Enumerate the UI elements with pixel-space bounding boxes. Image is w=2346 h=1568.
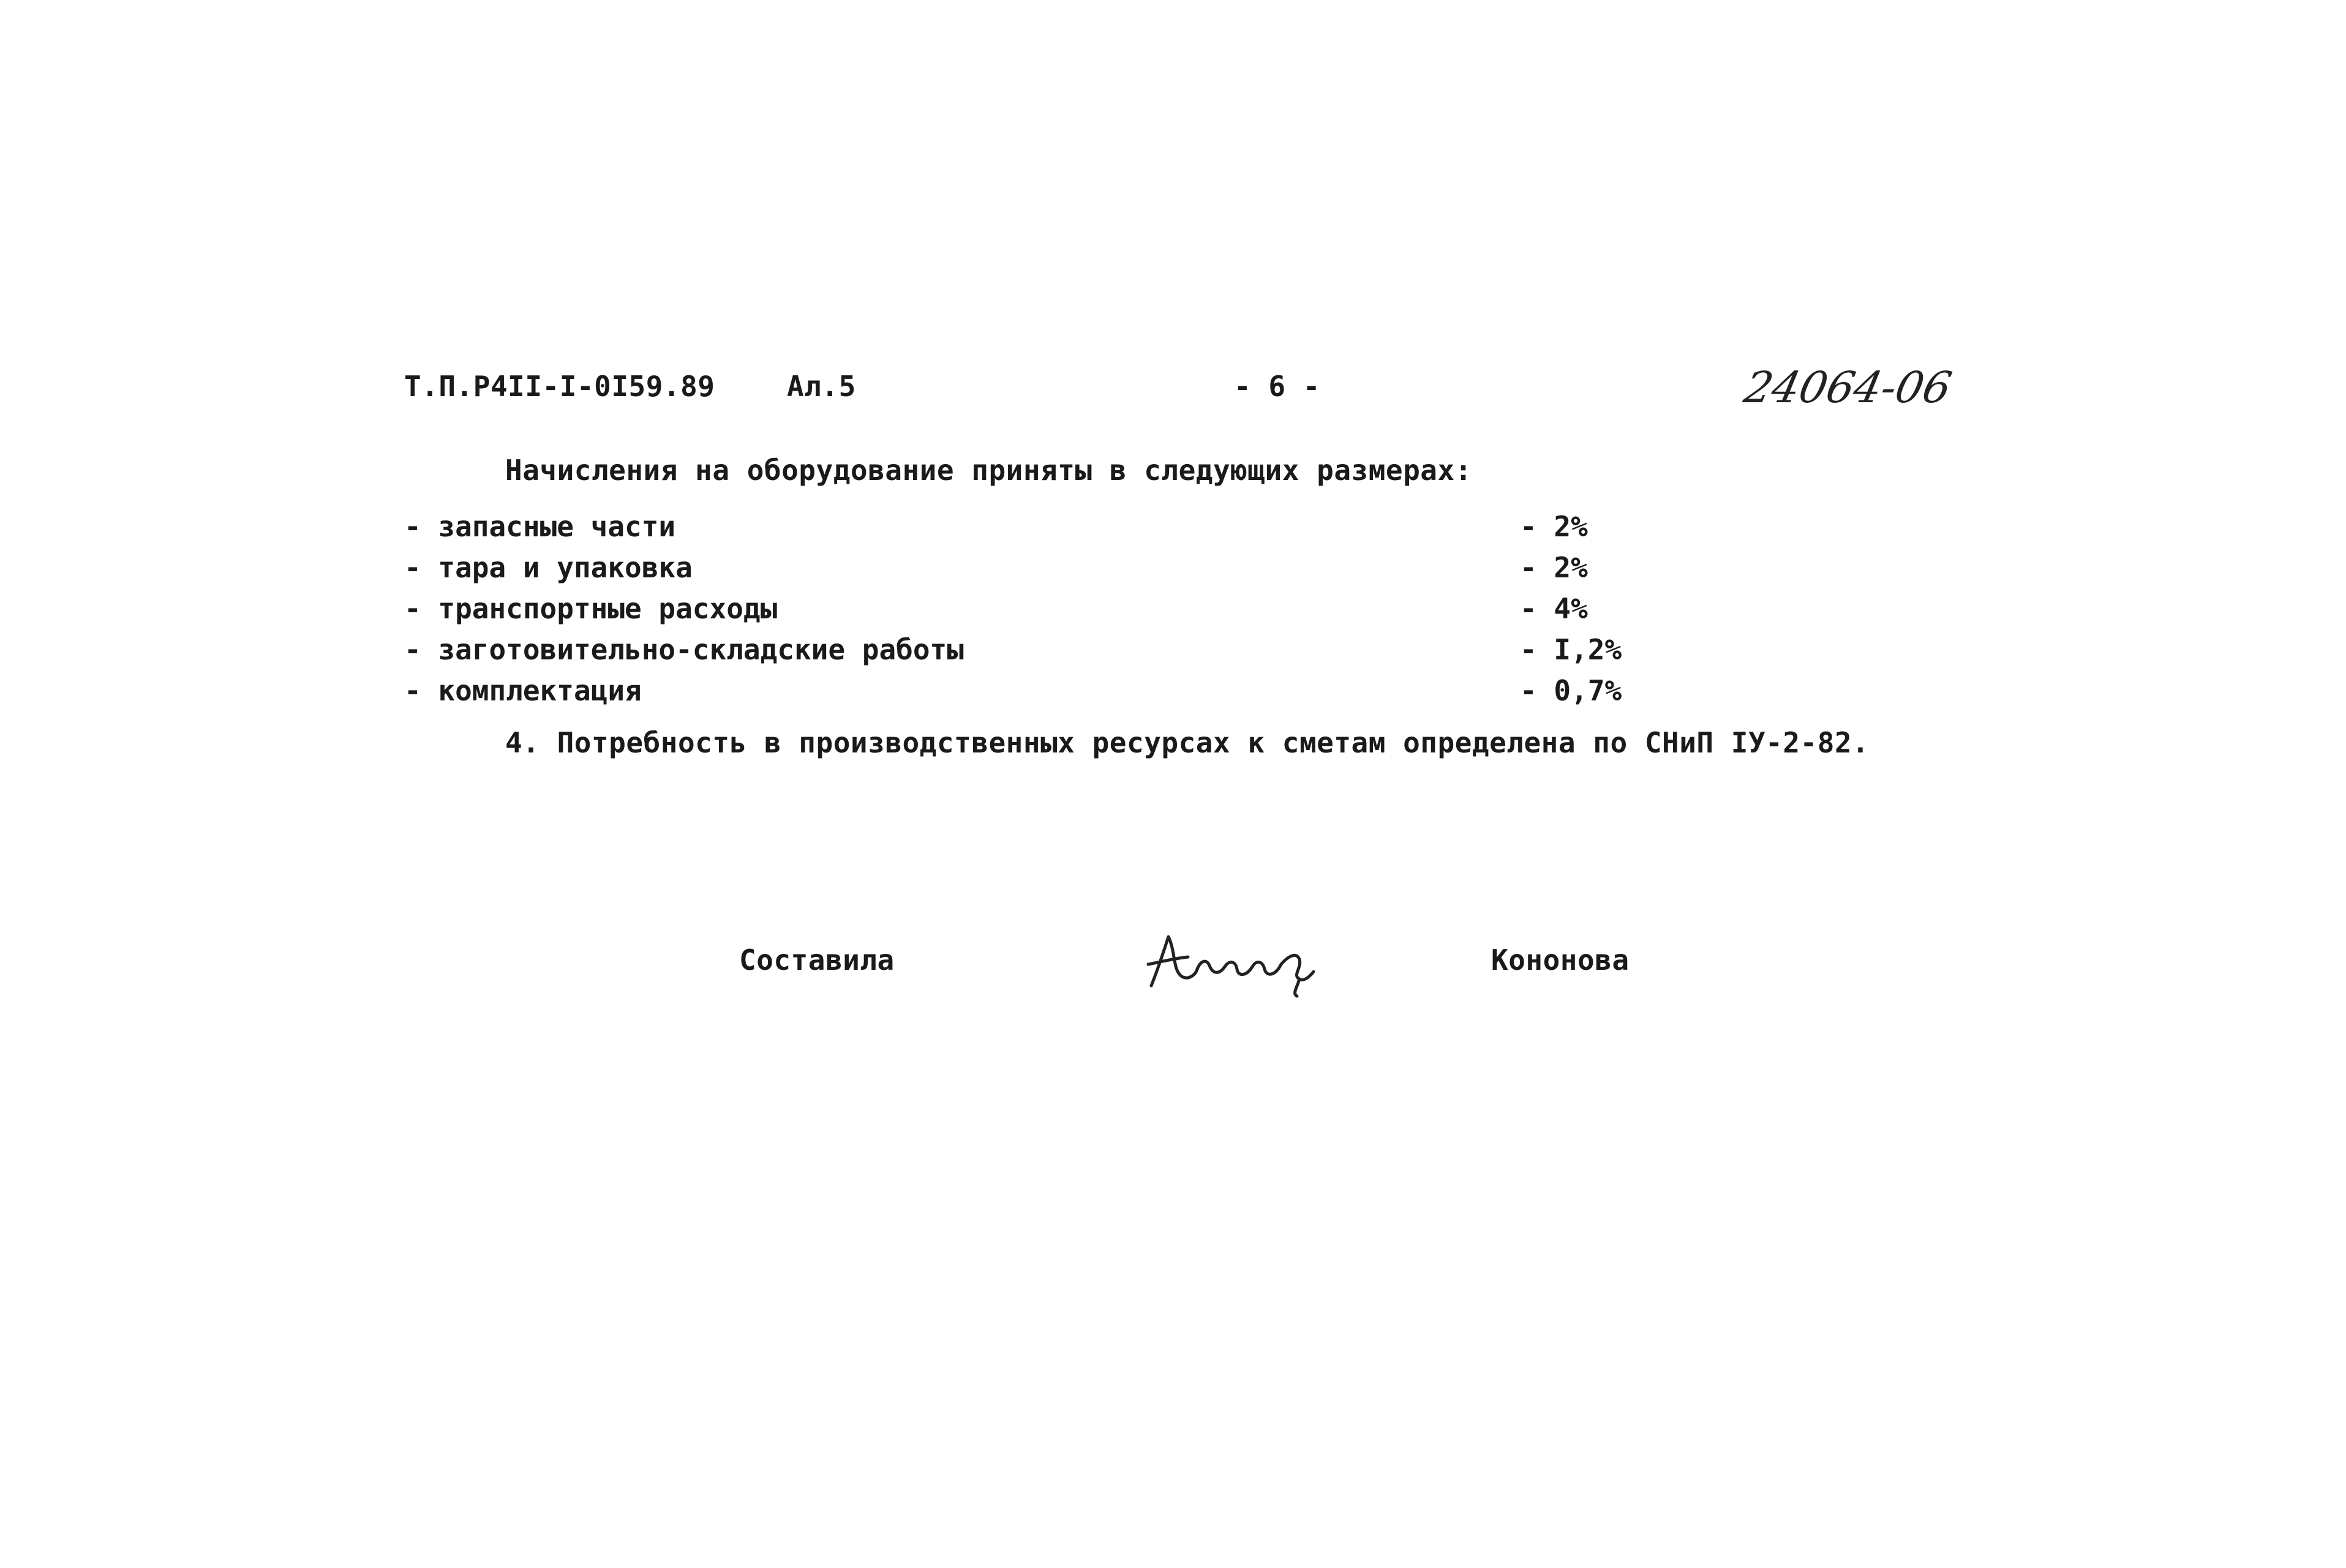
- list-item: [404, 510, 1629, 547]
- item-label: - транспортные расходы: [404, 592, 778, 625]
- inventory-number: 24064-06: [1740, 362, 1957, 413]
- list-item: [404, 674, 1629, 711]
- list-item: [404, 551, 1629, 588]
- intro-text: Начисления на оборудование приняты в следующих размерах:: [505, 454, 1472, 487]
- list-item: [404, 633, 1629, 670]
- item-value: - 4%: [1520, 592, 1588, 625]
- page-number: - 6 -: [1234, 370, 1320, 403]
- item-label: - заготовительно-складские работы: [404, 633, 964, 666]
- item-value: - 0,7%: [1520, 674, 1622, 707]
- point-4-text: 4. Потребность в производственных ресурсах к сметам определена по СНиП IУ-2-82.: [505, 726, 1870, 759]
- item-label: - запасные части: [404, 510, 676, 543]
- doc-code: Т.П.Р4II-I-0I59.89: [404, 370, 715, 403]
- signature: [1139, 928, 1341, 1001]
- compiled-label: Составила: [739, 943, 895, 977]
- item-label: - комплектация: [404, 674, 642, 707]
- list-item: [404, 592, 1629, 629]
- compiler-name: Кононова: [1491, 943, 1630, 977]
- item-label: - тара и упаковка: [404, 551, 693, 584]
- item-value: - 2%: [1520, 551, 1588, 584]
- album-label: Ал.5: [787, 370, 856, 403]
- item-value: - 2%: [1520, 510, 1588, 543]
- item-value: - I,2%: [1520, 633, 1622, 666]
